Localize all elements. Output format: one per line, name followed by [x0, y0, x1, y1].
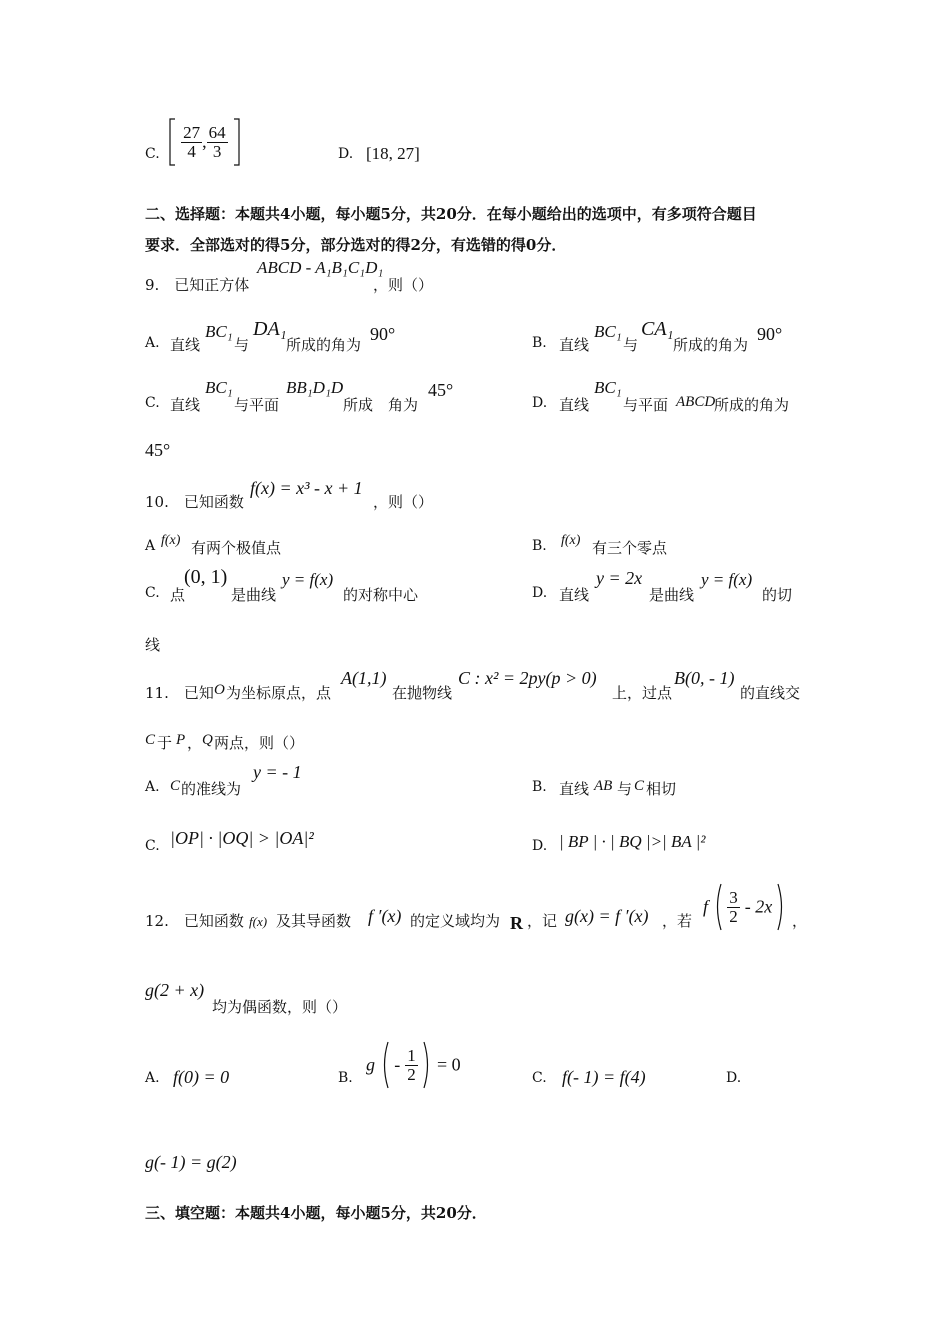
left-bracket-icon	[168, 117, 176, 167]
right-paren-icon	[777, 882, 786, 932]
q12-text4: ，若	[662, 912, 693, 930]
q10-d-text3: 的切	[762, 586, 793, 604]
q9-a-text2: 与	[234, 336, 250, 354]
q12-g-definition: g(x) = f ′(x)	[565, 906, 649, 926]
q9-b-text3: 所成的角为	[673, 336, 749, 354]
q9-a-text3: 所成的角为	[286, 336, 362, 354]
q12-a-expression: f(0) = 0	[173, 1067, 230, 1087]
q9-option-b-label: B.	[532, 335, 547, 351]
right-paren-icon	[423, 1040, 432, 1090]
q9-option-d-label: D.	[532, 395, 548, 411]
q11-a-equation: y = - 1	[253, 762, 302, 782]
q8-c-frac2: $\frac{64}{3}$	[208, 122, 226, 161]
q8-option-d-interval: [18, 27]	[366, 144, 420, 163]
q10-a-fx: f(x)	[161, 533, 181, 548]
q10-option-a-label: A	[145, 538, 156, 554]
q9-option-c-label: C.	[145, 395, 160, 411]
q10-stem-suffix: ，则（）	[373, 493, 434, 511]
q11-point-a: A(1,1)	[341, 668, 387, 688]
q12-fpx: f ′(x)	[368, 906, 402, 926]
q11-stem-prefix: 11. 已知	[145, 684, 214, 702]
q11-point-b: B(0, - 1)	[674, 668, 735, 688]
q11-option-d-label: D.	[532, 838, 548, 854]
q9-a-da1: DA₁	[253, 318, 287, 340]
q12-option-d-label: D.	[726, 1070, 742, 1086]
q10-d-text2: 是曲线	[649, 586, 695, 604]
q10-function: f(x) = x³ - x + 1	[250, 478, 363, 498]
q12-text5: ，	[792, 912, 808, 930]
q11-line2-text2: 两点，则（）	[214, 734, 305, 752]
q10-b-fx: f(x)	[561, 533, 581, 548]
q11-line2-text: 于	[157, 734, 173, 752]
q9-c-text1: 直线	[170, 396, 201, 414]
q9-b-text2: 与	[623, 336, 639, 354]
q12-stem-prefix: 12. 已知函数	[145, 912, 244, 930]
q9-c-angle: 45°	[428, 380, 454, 400]
section2-heading-line2: 要求．全部选对的得5分，部分选对的得2分，有选错的得0分．	[145, 236, 567, 254]
q11-line2-q: Q	[202, 732, 213, 748]
right-bracket-icon	[233, 117, 241, 167]
q10-option-c-label: C.	[145, 585, 160, 601]
q12-b-frac: $\frac{1}{2}$	[407, 1045, 416, 1084]
q12-c-expression: f(- 1) = f(4)	[562, 1067, 646, 1087]
q10-a-text: 有两个极值点	[191, 539, 282, 557]
q11-option-b-label: B.	[532, 779, 547, 795]
q11-text1: 为坐标原点，点	[226, 684, 332, 702]
q9-b-ca1: CA₁	[641, 318, 674, 340]
left-paren-icon	[380, 1040, 389, 1090]
q11-b-text2: 与	[617, 780, 633, 798]
q10-d-curve: y = f(x)	[701, 570, 753, 589]
q12-f-frac: $\frac{3}{2}$	[729, 887, 738, 926]
q9-c-text3: 所成 角为	[343, 396, 419, 414]
q8-c-frac1: $\frac{27}{4}$	[183, 122, 201, 161]
section2-heading-line1: 二、选择题：本题共4小题，每小题5分，共20分．在每小题给出的选项中，有多项符合题目	[145, 205, 757, 223]
q10-d-text1: 直线	[559, 586, 590, 604]
q12-option-c-label: C.	[532, 1070, 547, 1086]
q11-b-text1: 直线	[559, 780, 590, 798]
q10-stem-prefix: 10. 已知函数	[145, 493, 244, 511]
q11-b-ab: AB	[594, 778, 613, 794]
q9-stem-prefix: 9. 已知正方体	[145, 276, 250, 294]
q9-option-a-label: A.	[145, 335, 160, 351]
q12-option-a-label: A.	[145, 1070, 160, 1086]
q9-d-bc1: BC₁	[594, 378, 622, 397]
q10-c-text2: 是曲线	[231, 586, 277, 604]
q11-origin-o: O	[214, 682, 225, 698]
q10-d-wrap: 线	[145, 636, 161, 654]
q8-option-c-label: C.	[145, 146, 160, 162]
q12-reals-r: R	[510, 913, 523, 933]
q12-line2-text: 均为偶函数，则（）	[212, 998, 348, 1016]
q10-c-text3: 的对称中心	[343, 586, 419, 604]
q12-text1: 及其导函数	[276, 912, 352, 930]
q11-b-text3: 相切	[646, 780, 677, 798]
q11-parabola: C : x² = 2py(p > 0)	[458, 668, 597, 688]
q9-d-text3: 所成的角为	[714, 396, 790, 414]
q9-a-bc1: BC₁	[205, 322, 233, 341]
q10-option-d-label: D.	[532, 585, 548, 601]
q12-line2-g: g(2 + x)	[145, 980, 205, 1000]
q10-c-text1: 点	[170, 586, 186, 604]
q9-c-plane: BB₁D₁D	[286, 378, 344, 397]
q12-f-expression: f $\frac{3}{2}$ - 2x	[703, 882, 786, 932]
q9-d-text1: 直线	[559, 396, 590, 414]
q12-option-b-label: B.	[338, 1070, 353, 1086]
q11-c-expression: |OP| · |OQ| > |OA|²	[170, 828, 314, 848]
q12-text3: ，记	[527, 912, 558, 930]
q12-text2: 的定义域均为	[410, 912, 501, 930]
q9-cube: ABCD - A₁B₁C₁D₁	[257, 258, 384, 277]
q11-line2-c: C	[145, 732, 156, 748]
q11-text3: 上，过点	[612, 684, 673, 702]
q11-option-a-label: A.	[145, 779, 160, 795]
q9-b-text1: 直线	[559, 336, 590, 354]
q9-b-angle: 90°	[757, 324, 783, 344]
q9-d-text2: 与平面	[623, 396, 669, 414]
q11-text2: 在抛物线	[392, 684, 453, 702]
q11-text4: 的直线交	[740, 684, 801, 702]
q9-c-text2: 与平面	[234, 396, 280, 414]
left-paren-icon	[713, 882, 722, 932]
q9-d-plane: ABCD	[676, 394, 716, 410]
q8-option-c-interval: $\frac{27}{4}$ , $\frac{64}{3}$	[168, 117, 241, 167]
q11-b-c: C	[634, 778, 645, 794]
q12-fx: f(x)	[249, 914, 268, 929]
q9-stem-suffix: ，则（）	[373, 276, 434, 294]
q12-d-expression-wrap: g(- 1) = g(2)	[145, 1152, 237, 1172]
q11-d-expression: | BP | · | BQ |>| BA |²	[559, 832, 706, 851]
q10-c-curve: y = f(x)	[282, 570, 334, 589]
q10-b-text: 有三个零点	[592, 539, 668, 557]
q12-b-expression: g - $\frac{1}{2}$ = 0	[366, 1040, 461, 1090]
q11-a-text: 的准线为	[181, 780, 242, 798]
q10-option-b-label: B.	[532, 538, 547, 554]
q9-a-angle: 90°	[370, 324, 396, 344]
q11-a-c: C	[170, 778, 181, 794]
q10-c-point: (0, 1)	[184, 566, 228, 588]
q9-b-bc1: BC₁	[594, 322, 622, 341]
q9-c-bc1: BC₁	[205, 378, 233, 397]
q10-d-line: y = 2x	[596, 568, 643, 588]
q11-line2-p: P	[176, 732, 186, 748]
q8-option-d-label: D.	[338, 146, 354, 162]
q9-a-text1: 直线	[170, 336, 201, 354]
section3-heading: 三、填空题：本题共4小题，每小题5分，共20分．	[145, 1204, 487, 1222]
q9-d-angle-wrap: 45°	[145, 440, 171, 460]
q11-option-c-label: C.	[145, 838, 160, 854]
